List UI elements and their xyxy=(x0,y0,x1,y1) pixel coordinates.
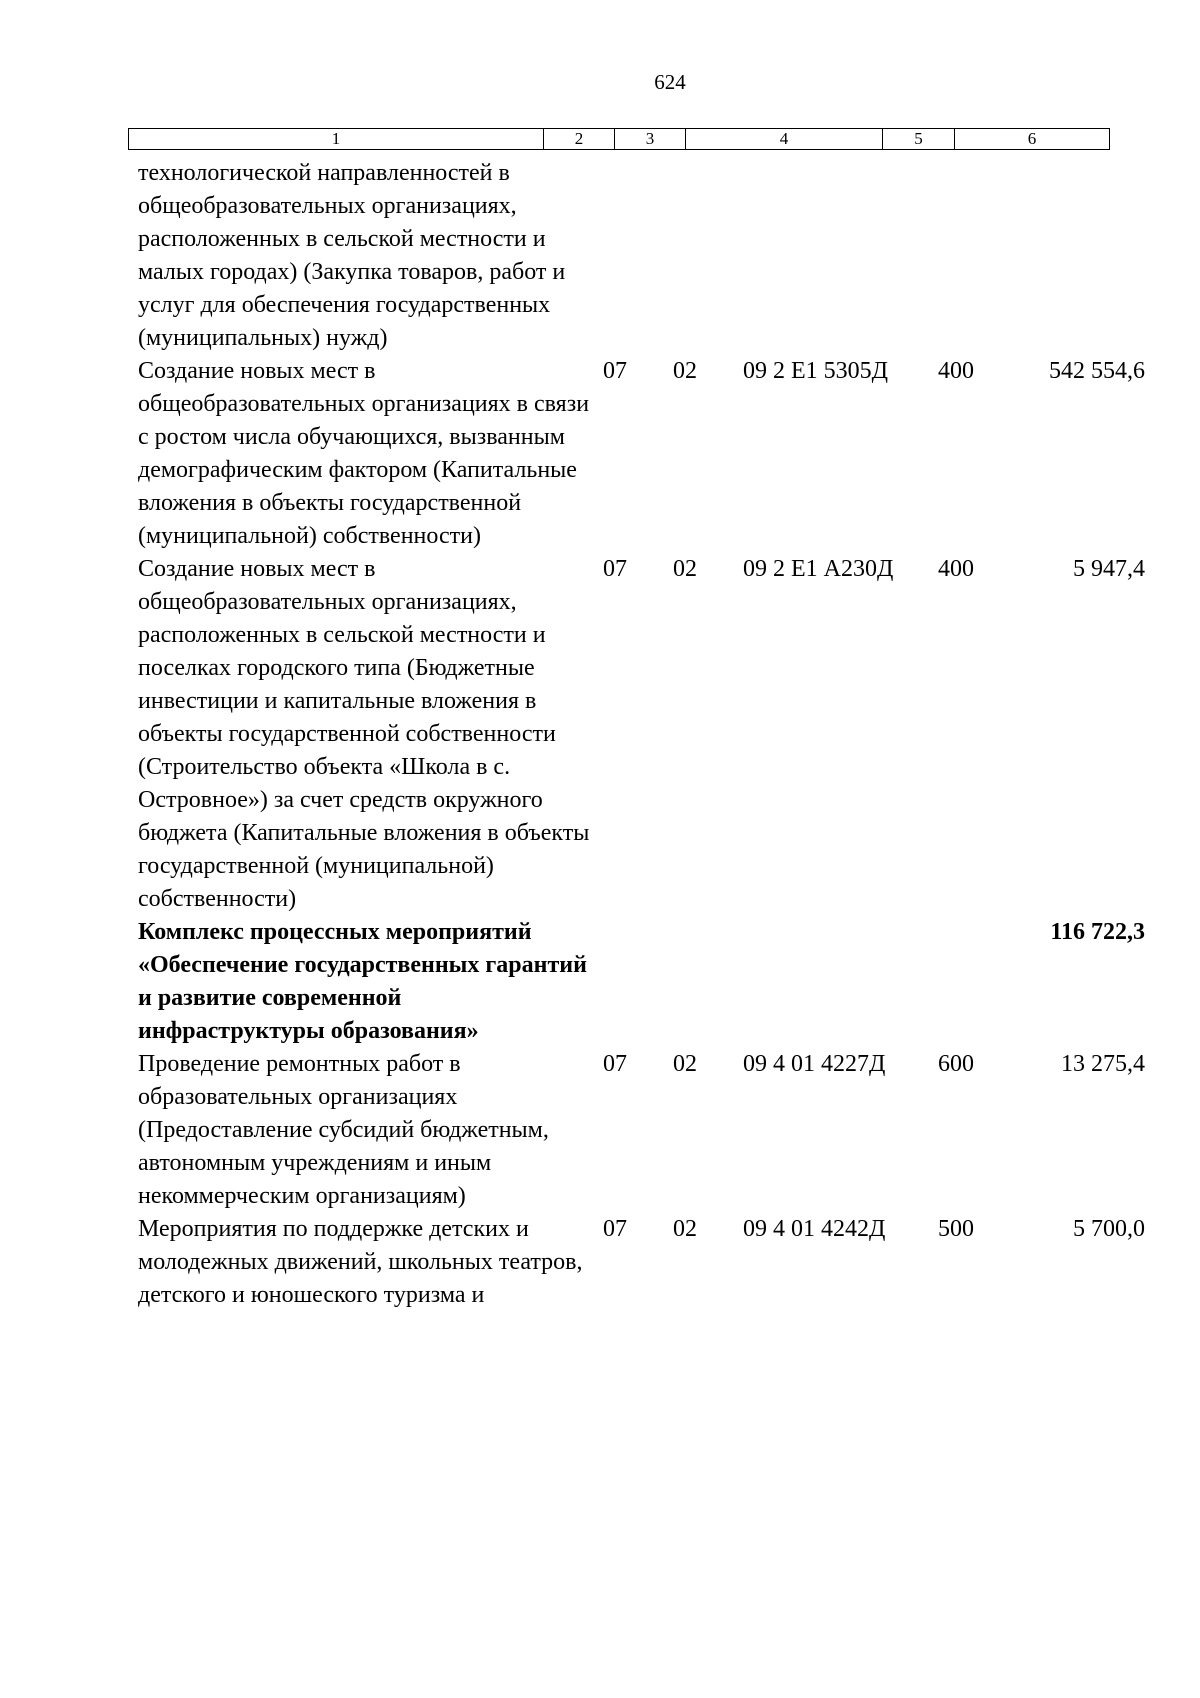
row-target-code xyxy=(732,916,928,1048)
row-expense-type: 600 xyxy=(938,1051,974,1077)
row-section: 07 xyxy=(603,1051,627,1077)
table-row xyxy=(128,1213,1155,1312)
row-description: технологической направленностей в общеобразовательных организациях, расположенных в сельской местности и малых городах) (Закупка товаров, работ и услуг для обеспечения государственных (муниципальных) нужд) xyxy=(138,160,566,351)
row-subsection: 02 xyxy=(673,358,697,384)
header-col-2: 2 xyxy=(544,129,615,150)
row-target-code: 09 2 Е1 А230Д xyxy=(743,556,894,582)
row-section: 07 xyxy=(603,1216,627,1242)
row-target-code: 09 2 Е1 5305Д xyxy=(743,358,889,384)
row-amount: 5 947,4 xyxy=(1073,556,1145,582)
row-expense-type: 500 xyxy=(938,1216,974,1242)
row-subsection xyxy=(662,916,732,1048)
table-row xyxy=(128,1048,1155,1213)
page-number: 624 xyxy=(654,70,686,94)
row-section xyxy=(592,157,662,355)
row-expense-type: 400 xyxy=(938,556,974,582)
row-amount: 116 722,3 xyxy=(1050,919,1145,945)
budget-table xyxy=(128,157,1155,1312)
table-row xyxy=(128,553,1155,916)
row-expense-type xyxy=(928,157,999,355)
row-subsection: 02 xyxy=(673,1051,697,1077)
header-col-5: 5 xyxy=(883,129,955,150)
row-description: Создание новых мест в общеобразовательных организациях, расположенных в сельской местности и поселках городского типа (Бюджетные инвестиции и капитальные вложения в объекты государственной собственности (Строительство объекта «Школа в с. Островное») за счет средств окружного бюджета (Капитальные вложения в объекты государственной (муниципальной) собственности) xyxy=(138,556,590,912)
row-target-code: 09 4 01 4227Д xyxy=(743,1051,886,1077)
header-col-3: 3 xyxy=(615,129,686,150)
table-row xyxy=(128,355,1155,553)
row-amount xyxy=(999,157,1155,355)
header-col-1: 1 xyxy=(129,129,544,150)
row-expense-type xyxy=(928,916,999,1048)
row-target-code: 09 4 01 4242Д xyxy=(743,1216,886,1242)
row-subsection: 02 xyxy=(673,1216,697,1242)
row-subsection: 02 xyxy=(673,556,697,582)
row-amount: 5 700,0 xyxy=(1073,1216,1145,1242)
row-description: Мероприятия по поддержке детских и молодежных движений, школьных театров, детского и юношеского туризма и xyxy=(138,1216,583,1308)
row-amount: 542 554,6 xyxy=(1049,358,1145,384)
header-col-4: 4 xyxy=(686,129,883,150)
table-row xyxy=(128,157,1155,355)
header-col-6: 6 xyxy=(955,129,1110,150)
row-description: Комплекс процессных мероприятий «Обеспечение государственных гарантий и развитие современной инфраструктуры образования» xyxy=(138,919,587,1044)
column-number-header xyxy=(128,128,1110,150)
row-target-code xyxy=(732,157,928,355)
row-amount: 13 275,4 xyxy=(1061,1051,1145,1077)
row-expense-type: 400 xyxy=(938,358,974,384)
budget-table-body xyxy=(128,157,1155,1312)
table-row xyxy=(128,916,1155,1048)
row-description: Создание новых мест в общеобразовательных организациях в связи с ростом числа обучающихся, вызванным демографическим фактором (Капитальные вложения в объекты государственной (муниципальной) собственности) xyxy=(138,358,590,549)
row-description: Проведение ремонтных работ в образовательных организациях (Предоставление субсидий бюджетным, автономным учреждениям и иным некоммерческим организациям) xyxy=(138,1051,549,1209)
row-section: 07 xyxy=(603,556,627,582)
row-section xyxy=(592,916,662,1048)
row-section: 07 xyxy=(603,358,627,384)
row-subsection xyxy=(662,157,732,355)
